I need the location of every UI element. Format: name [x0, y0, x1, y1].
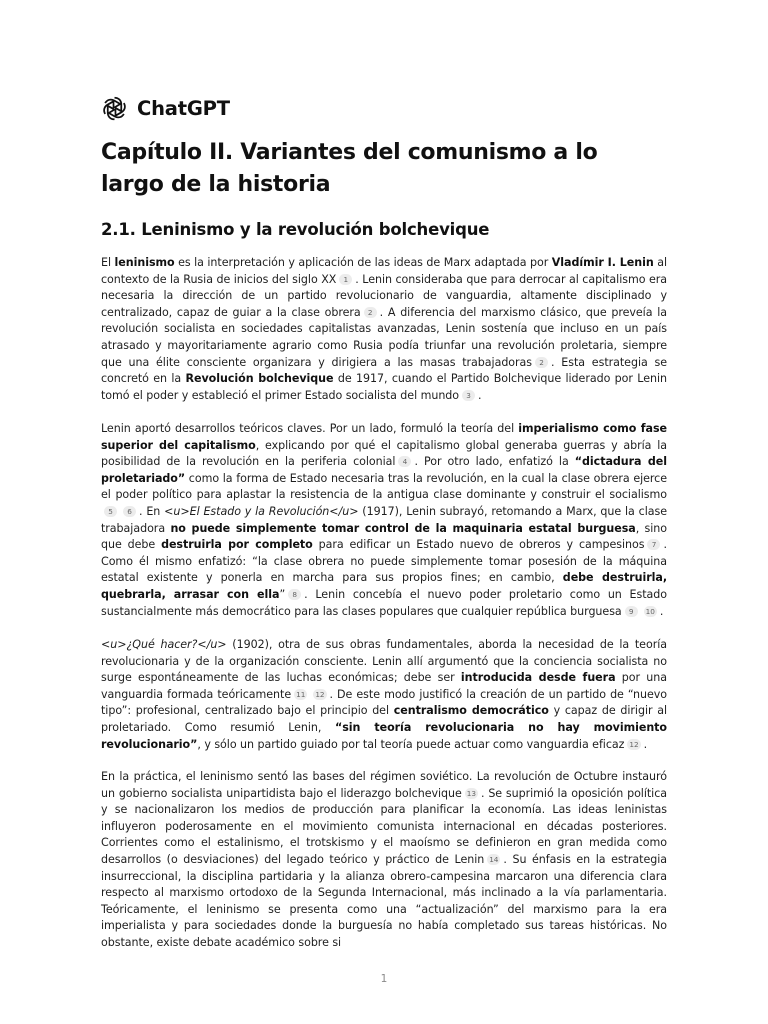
- brand-name: ChatGPT: [137, 96, 230, 120]
- citation-badge[interactable]: 2: [364, 307, 377, 318]
- bold-text: Revolución bolchevique: [185, 372, 334, 386]
- text-run: (1917), Lenin subrayó, retomando a Marx, que la clase trabajadora: [101, 504, 667, 535]
- text-run: por una vanguardia formada teóricamente: [101, 671, 667, 701]
- citation-badge[interactable]: 12: [315, 689, 325, 699]
- text-run: , sino que debe: [101, 521, 668, 552]
- citation-badge[interactable]: 10: [645, 606, 655, 616]
- bold-text: introducida desde fuera: [460, 671, 616, 685]
- citation-badge[interactable]: 7: [647, 539, 660, 550]
- text-run: . Por otro lado, enfatizó la: [414, 455, 575, 469]
- text-run: , y sólo un partido guiado por tal teoría puede actuar como vanguardia eficaz: [197, 737, 625, 751]
- body-paragraph: [101, 255, 667, 404]
- bold-text: debe destruirla, quebrarla, arrasar con ella: [101, 571, 667, 601]
- text-run: .: [478, 388, 482, 402]
- work-title: <u>El Estado y la Revolución</u>: [164, 504, 359, 518]
- work-title: <u>¿Qué hacer?</u>: [101, 638, 227, 651]
- citation-badge[interactable]: 8: [288, 589, 301, 600]
- citation-badge[interactable]: 11: [296, 689, 306, 699]
- text-run: . Lenin consideraba que para derrocar al capitalismo era necesaria la dirección de un partido revolucionario de vanguardia, altamente disciplinado y centralizado, capaz de guiar a la clase obrera: [101, 272, 667, 319]
- text-run: . Se suprimió la oposición política y se nacionalizaron los medios de producción para planificar la economía. Las ideas leninistas influyeron poderosamente en el movimiento comunista internacional en décadas posteriores. Corrientes como el estalinismo, el trotskismo y el maoísmo se definieron en gran medida como desarrollos (o desviaciones) del legado teórico y práctico de Lenin: [101, 786, 667, 866]
- text-run: . Esta estrategia se concretó en la: [101, 355, 668, 386]
- text-run: Lenin aportó desarrollos teóricos claves. Por un lado, formuló la teoría del: [101, 422, 519, 435]
- citation-badge[interactable]: 4: [398, 456, 411, 467]
- text-run: .: [643, 737, 648, 751]
- text-run: . Lenin concebía el nuevo poder proletario como un Estado sustancialmente más democrático para las clases populares que cualquier república burguesa: [101, 587, 667, 618]
- section-title: 2.1. Leninismo y la revolución bolchevique: [101, 220, 490, 239]
- body-paragraph: [101, 421, 667, 620]
- citation-badge[interactable]: 3: [462, 390, 475, 401]
- citation-badge[interactable]: 6: [123, 506, 136, 517]
- text-run: El: [101, 256, 115, 269]
- citation-badge[interactable]: 13: [466, 788, 476, 798]
- bold-text: no puede simplemente tomar control de la maquinaria estatal burguesa: [170, 521, 636, 535]
- text-run: . A diferencia del marxismo clásico, que preveía la revolución socialista en sociedades capitalistas avanzadas, Lenin sostenía que incluso en un país atrasado y mayoritariamente agrario como Rusia podía triunfar una revolución proletaria, siempre que una élite consciente organizara y dirigiera a las masas trabajadoras: [101, 305, 667, 369]
- text-run: al contexto de la Rusia de inicios del siglo XX: [101, 256, 667, 286]
- page-number: 1: [380, 973, 388, 985]
- citation-badge[interactable]: 12: [629, 739, 639, 749]
- bold-text: imperialismo como fase superior del capitalismo: [101, 422, 667, 452]
- text-run: . En: [139, 504, 165, 518]
- body-paragraph: [101, 769, 667, 949]
- text-run: .: [659, 604, 664, 618]
- text-run: y capaz de dirigir al proletariado. Como resumió Lenin,: [101, 704, 668, 734]
- text-run: , explicando por qué el capitalismo global generaba guerras y abría la posibilidad de la revolución en la periferia colonial: [101, 438, 667, 469]
- text-run: . Como él mismo enfatizó: “la clase obrera no puede simplemente tomar posesión de la máquina estatal existente y ponerla en marcha para sus propios fines; en cambio,: [101, 538, 667, 585]
- bold-text: “dictadura del proletariado”: [101, 455, 667, 485]
- brand-header: [101, 94, 230, 122]
- document-page: [101, 0, 667, 1024]
- text-run: ”: [279, 587, 286, 601]
- text-run: como la forma de Estado necesaria tras la revolución, en la cual la clase obrera ejerce el poder político para aplastar la resistencia de la antigua clase dominante y construir el socialismo: [101, 471, 667, 502]
- text-run: es la interpretación y aplicación de las ideas de Marx adaptada por: [174, 256, 552, 269]
- citation-badge[interactable]: 14: [489, 854, 499, 864]
- text-run: (1902), otra de sus obras fundamentales, aborda la necesidad de la teoría revolucionaria y de la organización consciente. Lenin allí argumentó que la conciencia socialista no surge espontáneamente de las luchas económicas; debe ser: [101, 638, 667, 685]
- bold-text: Vladímir I. Lenin: [551, 256, 654, 269]
- citation-badge[interactable]: 1: [339, 274, 352, 285]
- citation-badge[interactable]: 5: [104, 506, 117, 517]
- bold-text: destruirla por completo: [161, 538, 313, 552]
- text-run: de 1917, cuando el Partido Bolchevique liderado por Lenin tomó el poder y estableció el primer Estado socialista del mundo: [101, 372, 667, 402]
- citation-badge[interactable]: 2: [535, 357, 548, 368]
- citation-badge[interactable]: 9: [625, 606, 638, 617]
- chapter-title: Capítulo II. Variantes del comunismo a lo largo de la historia: [101, 140, 598, 197]
- body-paragraph: [101, 637, 667, 753]
- openai-logo-icon: [101, 95, 128, 122]
- bold-text: centralismo democrático: [393, 704, 549, 718]
- text-run: para edificar un Estado nuevo de obreros y campesinos: [312, 538, 645, 552]
- text-run: . De este modo justificó la creación de un partido de “nuevo tipo”: profesional, centralizado bajo el principio del: [101, 687, 667, 718]
- text-run: En la práctica, el leninismo sentó las bases del régimen soviético. La revolución de Octubre instauró un gobierno socialista unipartidista bajo el liderazgo bolchevique: [101, 770, 667, 800]
- bold-text: leninismo: [114, 256, 175, 269]
- text-run: . Su énfasis en la estrategia insurreccional, la disciplina partidaria y la alianza obrero-campesina marcaron una diferencia clara respecto al marxismo ortodoxo de la Segunda Internacional, más inclinado a la vía parlamentaria. Teóricamente, el leninismo se presenta como una “actualización” del marxismo para la era imperialista y para sociedades donde la burguesía no había completado sus tareas históricas. No obstante, existe debate académico sobre si: [101, 852, 667, 949]
- bold-text: “sin teoría revolucionaria no hay movimiento revolucionario”: [101, 720, 668, 751]
